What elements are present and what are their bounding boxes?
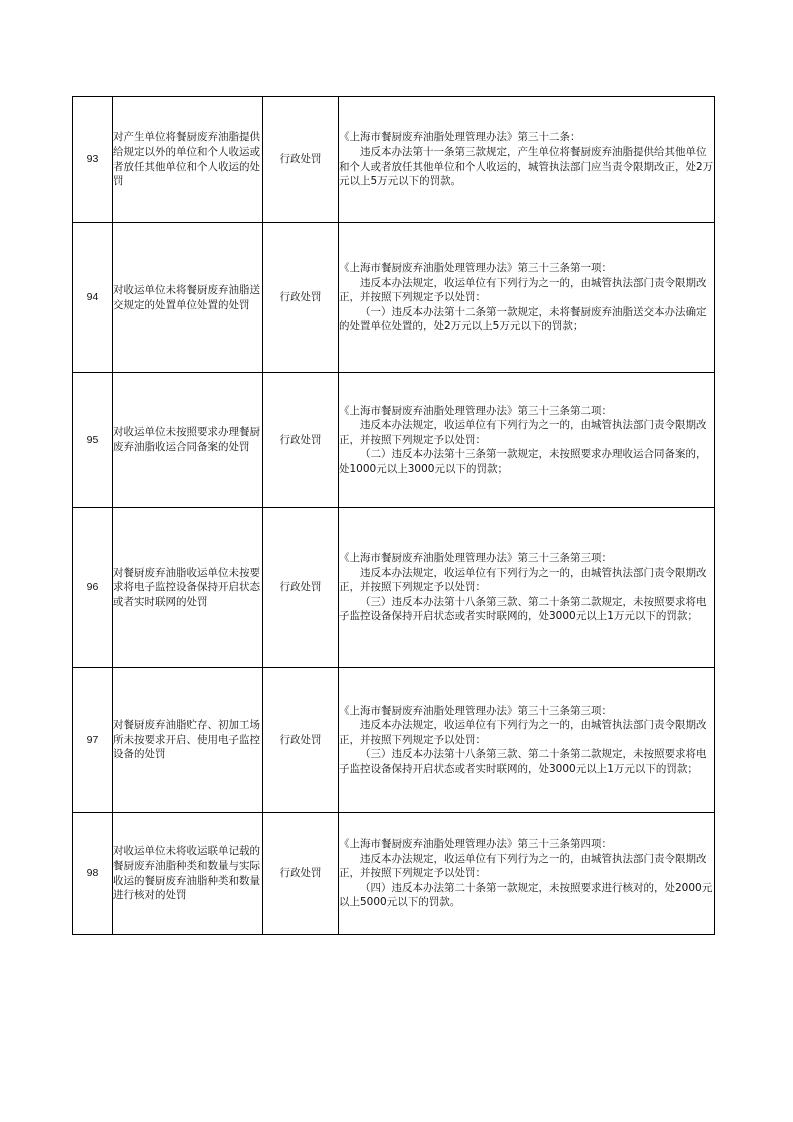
basis-line: 违反本办法规定，收运单位有下列行为之一的，由城管执法部门责令限期改正，并按照下列规定予以处罚： — [339, 419, 707, 446]
item-name: 对收运单位未将餐厨废弃油脂送交规定的处置单位处置的处罚 — [113, 223, 263, 373]
item-name: 对收运单位未将收运联单记载的餐厨废弃油脂种类和数量与实际收运的餐厨废弃油脂种类和数量进行核对的处罚 — [113, 813, 263, 935]
item-name: 对餐厨废弃油脂收运单位未按要求将电子监控设备保持开启状态或者实时联网的处罚 — [113, 508, 263, 668]
legal-basis — [339, 813, 715, 935]
row-number: 96 — [73, 508, 113, 668]
table-row — [73, 373, 715, 508]
table-row — [73, 97, 715, 223]
basis-line: （一）违反本办法第十二条第一款规定，未将餐厨废弃油脂送交本办法确定的处置单位处置的，处2万元以上5万元以下的罚款； — [339, 305, 707, 333]
item-name: 对收运单位未按照要求办理餐厨废弃油脂收运合同备案的处罚 — [113, 373, 263, 508]
table-row — [73, 813, 715, 935]
row-number: 98 — [73, 813, 113, 935]
basis-line: 违反本办法规定，收运单位有下列行为之一的，由城管执法部门责令限期改正，并按照下列规定予以处罚： — [339, 719, 707, 746]
basis-line: （三）违反本办法第十八条第三款、第二十条第二款规定，未按照要求将电子监控设备保持开启状态或者实时联网的，处3000元以上1万元以下的罚款； — [339, 748, 707, 775]
legal-basis — [339, 668, 715, 813]
item-name: 对产生单位将餐厨废弃油脂提供给规定以外的单位和个人收运或者放任其他单位和个人收运的处罚 — [113, 97, 263, 223]
basis-title: 《上海市餐厨废弃油脂处理管理办法》第三十三条第三项： — [339, 552, 612, 565]
basis-title: 《上海市餐厨废弃油脂处理管理办法》第三十三条第三项： — [339, 704, 612, 717]
basis-title: 《上海市餐厨废弃油脂处理管理办法》第三十三条第二项： — [339, 404, 612, 417]
item-name: 对餐厨废弃油脂贮存、初加工场所未按要求开启、使用电子监控设备的处罚 — [113, 668, 263, 813]
table-row — [73, 668, 715, 813]
table-row — [73, 223, 715, 373]
item-type: 行政处罚 — [263, 223, 339, 373]
legal-basis — [339, 508, 715, 668]
legal-basis — [339, 223, 715, 373]
basis-line: 违反本办法第十一条第三款规定，产生单位将餐厨废弃油脂提供给其他单位和个人或者放任其他单位和个人收运的，城管执法部门应当责令限期改正，处2万元以上5万元以下的罚款。 — [339, 145, 714, 188]
item-type: 行政处罚 — [263, 668, 339, 813]
row-number: 95 — [73, 373, 113, 508]
row-number: 97 — [73, 668, 113, 813]
basis-title: 《上海市餐厨废弃油脂处理管理办法》第三十三条第四项： — [339, 838, 612, 851]
basis-line: （三）违反本办法第十八条第三款、第二十条第二款规定，未按照要求将电子监控设备保持开启状态或者实时联网的，处3000元以上1万元以下的罚款； — [339, 595, 707, 623]
basis-line: （二）违反本办法第十三条第一款规定，未按照要求办理收运合同备案的，处1000元以上3000元以下的罚款； — [339, 448, 707, 475]
row-number: 93 — [73, 97, 113, 223]
penalty-table — [72, 96, 715, 935]
row-number: 94 — [73, 223, 113, 373]
basis-line: 违反本办法规定，收运单位有下列行为之一的，由城管执法部门责令限期改正，并按照下列规定予以处罚： — [339, 276, 707, 304]
legal-basis — [339, 373, 715, 508]
basis-line: 违反本办法规定，收运单位有下列行为之一的，由城管执法部门责令限期改正，并按照下列规定予以处罚： — [339, 566, 707, 594]
table-row — [73, 508, 715, 668]
basis-line: （四）违反本办法第二十条第一款规定，未按照要求进行核对的，处2000元以上5000元以下的罚款。 — [339, 881, 713, 909]
item-type: 行政处罚 — [263, 508, 339, 668]
legal-basis — [339, 97, 715, 223]
basis-title: 《上海市餐厨废弃油脂处理管理办法》第三十三条第一项： — [339, 262, 612, 275]
item-type: 行政处罚 — [263, 373, 339, 508]
basis-line: 违反本办法规定，收运单位有下列行为之一的，由城管执法部门责令限期改正，并按照下列规定予以处罚： — [339, 852, 707, 880]
item-type: 行政处罚 — [263, 97, 339, 223]
basis-title: 《上海市餐厨废弃油脂处理管理办法》第三十二条： — [339, 131, 581, 144]
item-type: 行政处罚 — [263, 813, 339, 935]
